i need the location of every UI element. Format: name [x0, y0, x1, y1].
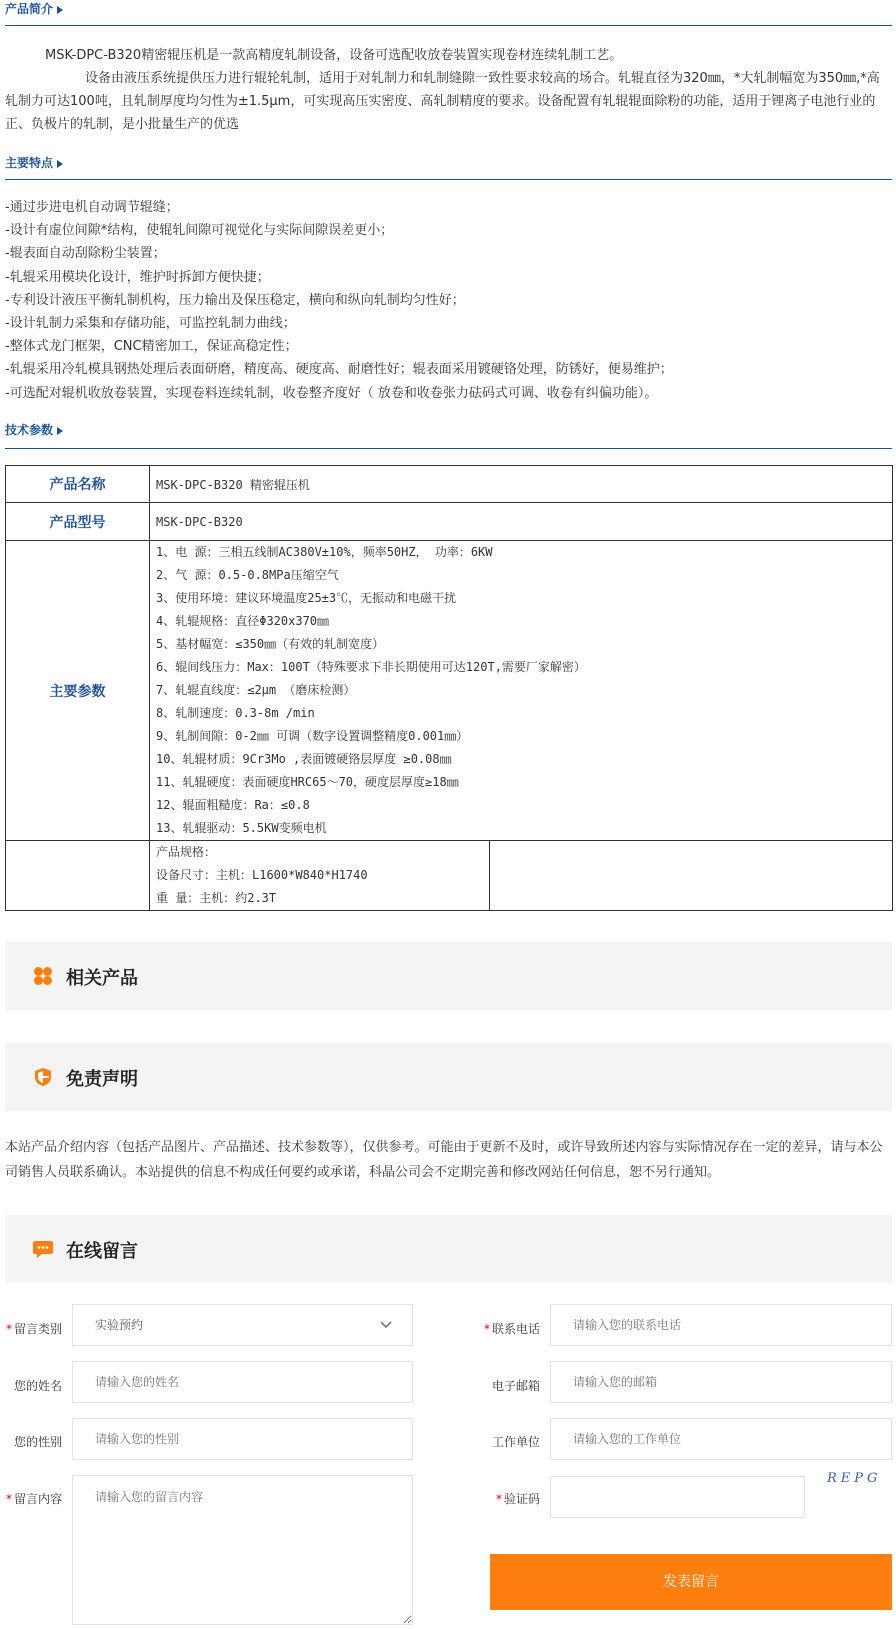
- product-name-value: MSK-DPC-B320 精密辊压机: [150, 466, 893, 503]
- feature-item: -辊表面自动刮除粉尘装置；: [5, 246, 166, 262]
- table-row: [6, 541, 893, 841]
- params-table: [5, 465, 893, 911]
- gender-input[interactable]: [72, 1418, 413, 1460]
- company-input[interactable]: [550, 1418, 892, 1460]
- related-products-panel: [5, 942, 892, 1010]
- triangle-right-icon: [57, 427, 63, 435]
- feature-item: -轧辊采用模块化设计，维护时拆卸方便快捷；: [5, 269, 270, 285]
- submit-message-button[interactable]: 发表留言: [490, 1554, 892, 1610]
- triangle-right-icon: [57, 160, 63, 168]
- table-row: [6, 841, 893, 911]
- param-item: 11、轧辊硬度：表面硬度HRC65～70，硬度层厚度≥18㎜: [156, 775, 459, 789]
- related-products-title: 相关产品: [66, 968, 138, 989]
- disclaimer-panel: [5, 1043, 892, 1111]
- disclaimer-title: 免责声明: [66, 1069, 138, 1090]
- chevron-down-icon: [380, 1321, 392, 1329]
- product-model-label: 产品型号: [6, 503, 150, 541]
- name-label: 您的姓名: [13, 1379, 62, 1393]
- product-model-value: MSK-DPC-B320: [150, 503, 893, 541]
- captcha-image[interactable]: REPG: [827, 1471, 882, 1486]
- feature-item: -设计有虚位间隙*结构，使辊轧间隙可视觉化与实际间隙误差更小；: [5, 223, 394, 239]
- feature-item: -可选配对辊机收放卷装置，实现卷料连续轧制，收卷整齐度好（ 放卷和收卷张力砝码式可调、收卷有纠偏功能）。: [5, 385, 658, 401]
- triangle-right-icon: [57, 6, 63, 14]
- email-input[interactable]: [550, 1361, 892, 1403]
- gender-label: 您的性别: [13, 1435, 62, 1449]
- captcha-input[interactable]: [550, 1476, 805, 1518]
- param-item: 8、轧制速度：0.3-8m /min: [156, 706, 315, 720]
- spec-line: 设备尺寸：主机：L1600*W840*H1740: [156, 868, 368, 882]
- captcha-label: * 验证码: [495, 1492, 540, 1506]
- category-label: * 留言类别: [5, 1322, 62, 1336]
- empty-cell: [490, 841, 893, 911]
- param-item: 1、电 源：三相五线制AC380V±10%，频率50HZ， 功率：6KW: [156, 545, 493, 559]
- company-label: 工作单位: [491, 1435, 540, 1449]
- product-name-label: 产品名称: [6, 466, 150, 503]
- category-select[interactable]: [72, 1304, 413, 1346]
- intro-text: [5, 44, 892, 136]
- online-message-title: 在线留言: [66, 1241, 138, 1262]
- online-message-panel: [5, 1215, 892, 1283]
- feature-item: -整体式龙门框架，CNC精密加工，保证高稳定性；: [5, 339, 298, 355]
- param-item: 10、轧辊材质：9Cr3Mo ,表面镀硬铬层厚度 ≥0.08㎜: [156, 752, 452, 766]
- name-input[interactable]: [72, 1361, 413, 1403]
- spec-line: 产品规格：: [156, 845, 217, 859]
- chat-bubble-icon: [33, 1239, 53, 1259]
- intro-section-header: [5, 0, 892, 26]
- feature-item: -专利设计液压平衡轧制机构，压力输出及保压稳定，横向和纵向轧制均匀性好；: [5, 292, 465, 308]
- param-item: 7、轧辊直线度：≤2μm （磨床检测）: [156, 683, 356, 697]
- feature-item: -设计轧制力采集和存储功能，可监控轧制力曲线；: [5, 316, 296, 332]
- param-item: 12、辊面粗糙度：Ra：≤0.8: [156, 798, 310, 812]
- category-selected-value: 实验预约: [95, 1318, 144, 1332]
- table-row: [6, 503, 893, 541]
- features-section-header: [5, 154, 892, 180]
- params-section-header: [5, 421, 892, 449]
- main-params-list: [150, 541, 893, 841]
- param-item: 13、轧辊驱动：5.5KW变频电机: [156, 821, 327, 835]
- intro-section-title: 产品简介: [5, 2, 54, 16]
- content-textarea[interactable]: [72, 1475, 413, 1625]
- table-row: [6, 466, 893, 503]
- param-item: 6、辊间线压力：Max：100T（特殊要求下非长期使用可达120T,需要厂家解密）: [156, 660, 586, 674]
- param-item: 3、使用环境：建议环境温度25±3℃，无振动和电磁干扰: [156, 591, 457, 605]
- clover-icon: [33, 966, 53, 986]
- phone-input[interactable]: [550, 1304, 892, 1346]
- main-params-label: 主要参数: [6, 541, 150, 841]
- phone-label: * 联系电话: [483, 1322, 540, 1336]
- param-item: 9、轧制间隙：0-2㎜ 可调（数字设置调整精度0.001㎜）: [156, 729, 469, 743]
- features-list: [5, 196, 892, 405]
- feature-item: -通过步进电机自动调节辊缝；: [5, 200, 179, 215]
- spec-cell: [150, 841, 490, 911]
- params-section-title: 技术参数: [5, 423, 54, 437]
- email-label: 电子邮箱: [491, 1379, 540, 1393]
- features-section-title: 主要特点: [5, 156, 54, 170]
- intro-paragraph-1: MSK-DPC-B320精密辊压机是一款高精度轧制设备，设备可选配收放卷装置实现卷材连续轧制工艺。: [45, 48, 623, 63]
- param-item: 2、气 源：0.5-0.8MPa压缩空气: [156, 568, 339, 582]
- param-item: 5、基材幅宽：≤350㎜（有效的轧制宽度）: [156, 637, 385, 651]
- param-item: 4、轧辊规格：直径Φ320x370㎜: [156, 614, 330, 628]
- intro-paragraph-2: 设备由液压系统提供压力进行辊轮轧制，适用于对轧制力和轧制缝隙一致性要求较高的场合。轧辊直径为320㎜，*大轧制幅宽为350㎜,*高轧制力可达100吨，且轧制厚度均匀性为±1.5μm，可实现高压实密度、高轧制精度的要求。设备配置有轧辊辊面除粉的功能，适用于锂离子电池行业的正、负极片的轧制，是小批量生产的优选: [5, 71, 880, 132]
- feature-item: -轧辊采用冷轧模具钢热处理后表面研磨，精度高、硬度高、耐磨性好；辊表面采用镀硬铬处理，防锈好，便易维护；: [5, 362, 673, 378]
- disclaimer-text: 本站产品介绍内容（包括产品图片、产品描述、技术参数等），仅供参考。可能由于更新不及时，或许导致所述内容与实际情况存在一定的差异，请与本公司销售人员联系确认。本站提供的信息不构成任何要约或承诺，科晶公司会不定期完善和修改网站任何信息，恕不另行通知。: [5, 1140, 883, 1180]
- shield-icon: [33, 1067, 53, 1087]
- spec-line: 重 量：主机：约2.3T: [156, 891, 277, 905]
- empty-cell: [6, 841, 150, 911]
- content-label: * 留言内容: [5, 1492, 62, 1506]
